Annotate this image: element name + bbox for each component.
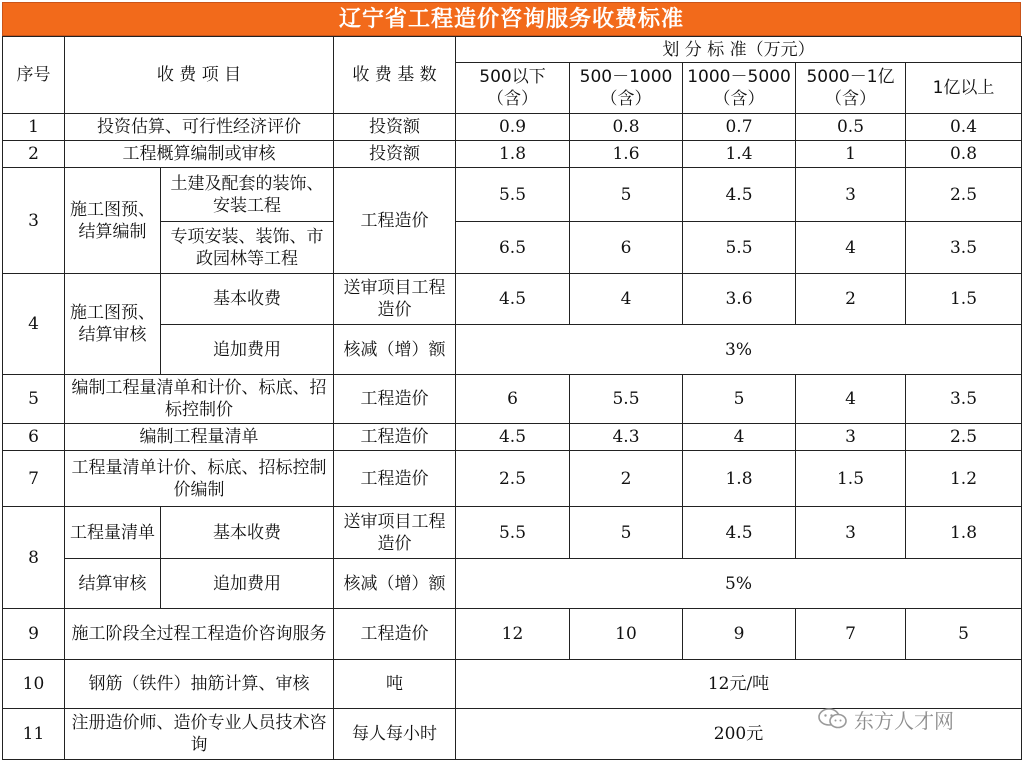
cell-value: 1.5: [906, 274, 1022, 325]
row-base: 工程造价: [334, 451, 456, 507]
row-item: 工程概算编制或审核: [65, 141, 334, 168]
cell-value: 1.6: [570, 141, 683, 168]
cell-value: 5.5: [456, 168, 570, 222]
cell-merged-value: 5%: [456, 559, 1022, 609]
row-seq: 7: [3, 451, 65, 507]
row-subitem: 专项安装、装饰、市政园林等工程: [161, 222, 334, 274]
row-subitem: 土建及配套的装饰、安装工程: [161, 168, 334, 222]
table-row: [3, 274, 1022, 325]
table-row: [3, 168, 1022, 222]
cell-value: 4.5: [683, 168, 796, 222]
cell-value: 5: [683, 375, 796, 424]
cell-value: 6: [456, 375, 570, 424]
row-subitem: 基本收费: [161, 274, 334, 325]
row-base: 送审项目工程造价: [334, 507, 456, 559]
row-base: 工程造价: [334, 609, 456, 660]
row-item: 工程量清单计价、标底、招标控制价编制: [65, 451, 334, 507]
watermark-text: 东方人才网: [854, 708, 954, 733]
row-item: 施工阶段全过程工程造价咨询服务: [65, 609, 334, 660]
header-tier-5: 1亿以上: [906, 63, 1022, 114]
cell-value: 4: [796, 375, 906, 424]
row-seq: 10: [3, 660, 65, 709]
table-title: 辽宁省工程造价咨询服务收费标准: [2, 2, 1021, 36]
cell-value: 4: [796, 222, 906, 274]
cell-value: 4.3: [570, 424, 683, 451]
cell-value: 0.8: [906, 141, 1022, 168]
row-seq: 5: [3, 375, 65, 424]
table-row: [3, 507, 1022, 559]
cell-value: 3: [796, 424, 906, 451]
table-row: [3, 660, 1022, 709]
row-item: 编制工程量清单: [65, 424, 334, 451]
cell-value: 6: [570, 222, 683, 274]
cell-value: 4.5: [683, 507, 796, 559]
cell-value: 2: [570, 451, 683, 507]
cell-merged-value: 3%: [456, 325, 1022, 375]
cell-value: 0.7: [683, 114, 796, 141]
cell-value: 5: [570, 507, 683, 559]
cell-value: 1: [796, 141, 906, 168]
table-row: [3, 451, 1022, 507]
cell-value: 2: [796, 274, 906, 325]
row-seq: 11: [3, 709, 65, 760]
row-base: 每人每小时: [334, 709, 456, 760]
row-seq: 6: [3, 424, 65, 451]
row-base: 工程造价: [334, 424, 456, 451]
cell-value: 3.5: [906, 375, 1022, 424]
cell-value: 4.5: [456, 424, 570, 451]
row-base: 核减（增）额: [334, 559, 456, 609]
cell-value: 5.5: [456, 507, 570, 559]
cell-merged-value: 12元/吨: [456, 660, 1022, 709]
table-row: [3, 114, 1022, 141]
header-tier-4: 5000－1亿（含）: [796, 63, 906, 114]
watermark: [818, 704, 1008, 734]
row-subitem: 追加费用: [161, 559, 334, 609]
row-seq: 9: [3, 609, 65, 660]
cell-value: 5.5: [683, 222, 796, 274]
cell-value: 1.2: [906, 451, 1022, 507]
cell-value: 3.6: [683, 274, 796, 325]
cell-value: 0.9: [456, 114, 570, 141]
row-base: 送审项目工程造价: [334, 274, 456, 325]
fee-table: [2, 36, 1022, 760]
row-subitem: 追加费用: [161, 325, 334, 375]
cell-value: 6.5: [456, 222, 570, 274]
row-base: 投资额: [334, 114, 456, 141]
cell-value: 1.4: [683, 141, 796, 168]
row-seq: 4: [3, 274, 65, 375]
wechat-icon: [818, 708, 848, 730]
row-item: 编制工程量清单和计价、标底、招标控制价: [65, 375, 334, 424]
cell-value: 2.5: [906, 424, 1022, 451]
row-item: 注册造价师、造价专业人员技术咨询: [65, 709, 334, 760]
cell-value: 2.5: [456, 451, 570, 507]
cell-value: 0.5: [796, 114, 906, 141]
header-tier-2: 500－1000（含）: [570, 63, 683, 114]
cell-value: 2.5: [906, 168, 1022, 222]
table-row: [3, 424, 1022, 451]
cell-value: 4: [570, 274, 683, 325]
row-base: 工程造价: [334, 375, 456, 424]
table-row: [3, 375, 1022, 424]
row-base: 工程造价: [334, 168, 456, 274]
row-group: 施工图预、结算编制: [65, 168, 161, 274]
row-group: 施工图预、结算审核: [65, 274, 161, 375]
row-group: 结算审核: [65, 559, 161, 609]
row-base: 吨: [334, 660, 456, 709]
cell-value: 0.4: [906, 114, 1022, 141]
table-row: [3, 141, 1022, 168]
row-base: 投资额: [334, 141, 456, 168]
cell-value: 0.8: [570, 114, 683, 141]
cell-value: 5: [906, 609, 1022, 660]
header-standard: 划 分 标 准（万元）: [456, 37, 1022, 63]
row-seq: 1: [3, 114, 65, 141]
table-row: [3, 559, 1022, 609]
cell-value: 7: [796, 609, 906, 660]
cell-value: 1.5: [796, 451, 906, 507]
cell-value: 1.8: [683, 451, 796, 507]
header-tier-3: 1000－5000（含）: [683, 63, 796, 114]
cell-value: 1.8: [456, 141, 570, 168]
row-subitem: 基本收费: [161, 507, 334, 559]
header-tier-1: 500以下（含）: [456, 63, 570, 114]
cell-value: 4: [683, 424, 796, 451]
cell-merged-value: 200元: [456, 709, 1022, 760]
row-group: 工程量清单: [65, 507, 161, 559]
cell-value: 12: [456, 609, 570, 660]
cell-value: 1.8: [906, 507, 1022, 559]
cell-value: 5: [570, 168, 683, 222]
cell-value: 3: [796, 507, 906, 559]
row-seq: 3: [3, 168, 65, 274]
header-seq: 序号: [3, 37, 65, 114]
cell-value: 9: [683, 609, 796, 660]
row-item: 投资估算、可行性经济评价: [65, 114, 334, 141]
cell-value: 4.5: [456, 274, 570, 325]
header-base: 收 费 基 数: [334, 37, 456, 114]
header-item: 收 费 项 目: [65, 37, 334, 114]
cell-value: 10: [570, 609, 683, 660]
cell-value: 3.5: [906, 222, 1022, 274]
row-item: 钢筋（铁件）抽筋计算、审核: [65, 660, 334, 709]
row-seq: 2: [3, 141, 65, 168]
table-row: [3, 609, 1022, 660]
cell-value: 5.5: [570, 375, 683, 424]
cell-value: 3: [796, 168, 906, 222]
row-base: 核减（增）额: [334, 325, 456, 375]
row-seq: 8: [3, 507, 65, 609]
